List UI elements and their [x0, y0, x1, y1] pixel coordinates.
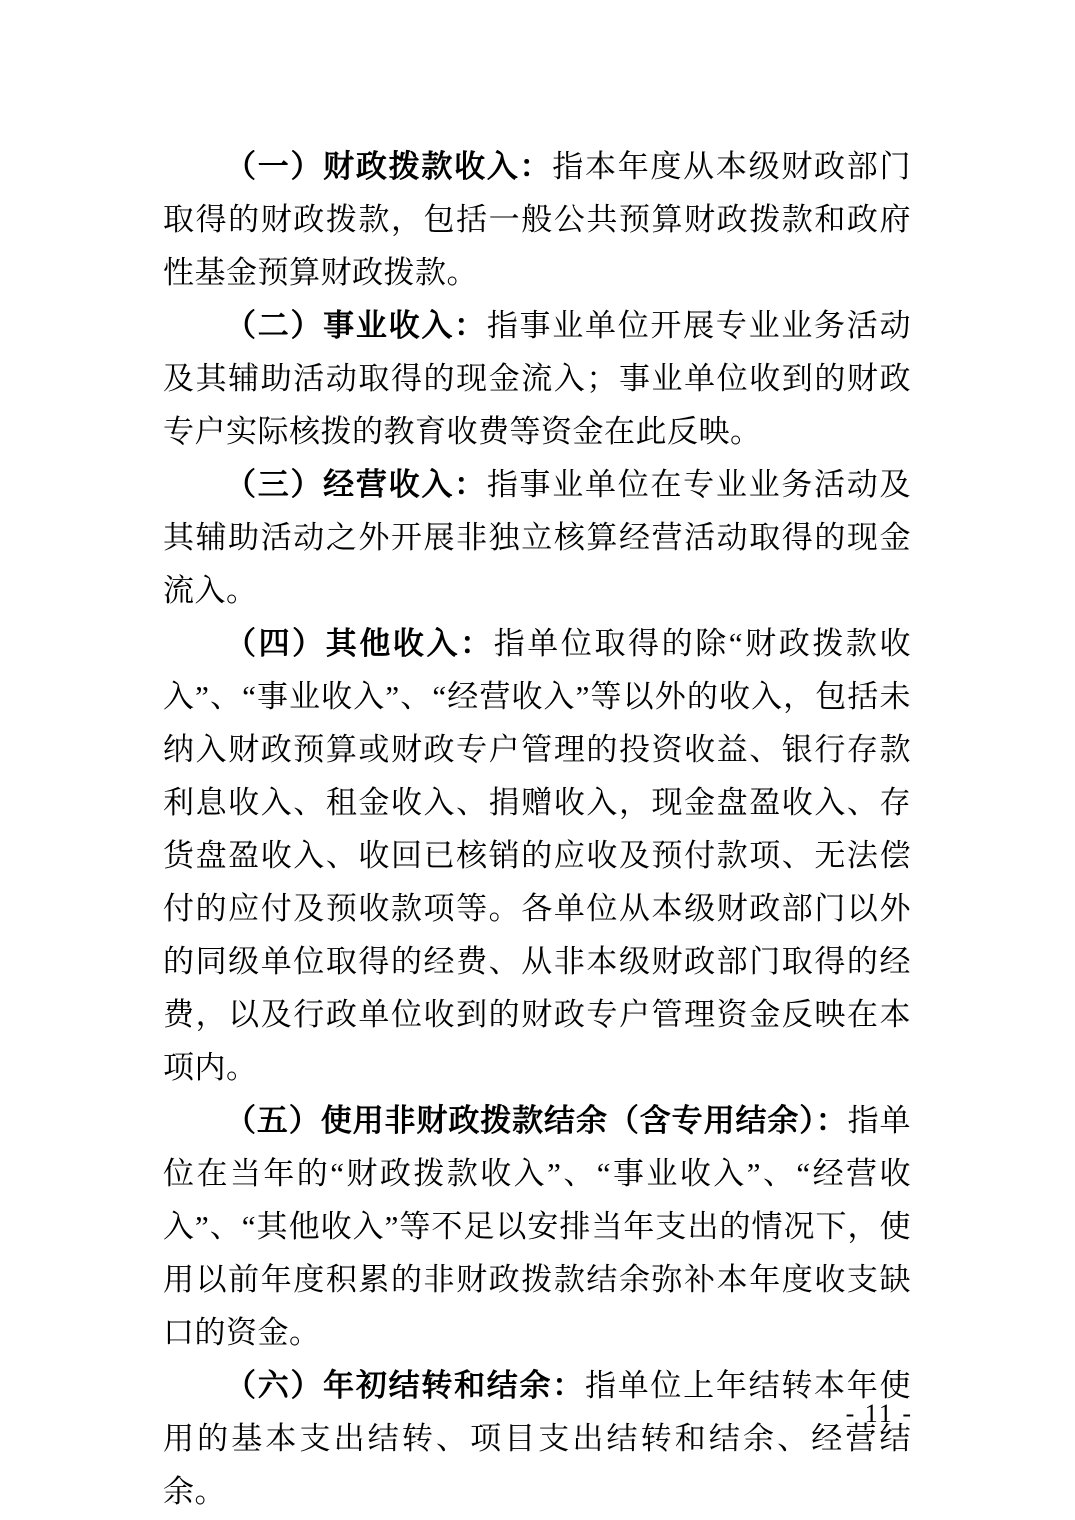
- paragraph-3-body: 指事业单位在专业业务活动及其辅助活动之外开展非独立核算经营活动取得的现金流入。: [163, 467, 912, 608]
- document-content: [163, 140, 911, 1518]
- paragraph-operating-revenue-public-institution: [163, 299, 911, 458]
- page-number: - 11 -: [845, 1399, 913, 1428]
- paragraph-1-heading: （一）财政拨款收入：: [225, 149, 553, 184]
- paragraph-3-heading: （三）经营收入：: [225, 467, 487, 502]
- paragraph-1-body: 指本年度从本级财政部门取得的财政拨款，包括一般公共预算财政拨款和政府性基金预算财政拨款。: [163, 149, 911, 290]
- paragraph-other-income: [163, 617, 911, 1094]
- paragraph-6-heading: （六）年初结转和结余：: [225, 1368, 585, 1403]
- paragraph-beginning-year-carryover: [163, 1359, 911, 1518]
- paragraph-5-body: 指单位在当年的“财政拨款收入”、“事业收入”、“经营收入”、“其他收入”等不足以安排当年支出的情况下，使用以前年度积累的非财政拨款结余弥补本年度收支缺口的资金。: [163, 1103, 911, 1350]
- paragraph-4-heading: （四）其他收入：: [225, 626, 494, 661]
- paragraph-4-body: 指单位取得的除“财政拨款收入”、“事业收入”、“经营收入”等以外的收入，包括未纳入财政预算或财政专户管理的投资收益、银行存款利息收入、租金收入、捐赠收入，现金盘盈收入、存货盘盈收入、收回已核销的应收及预付款项、无法偿付的应付及预收款项等。各单位从本级财政部门以外的同级单位取得的经费、从非本级财政部门取得的经费，以及行政单位收到的财政专户管理资金反映在本项内。: [163, 626, 912, 1085]
- paragraph-5-heading: （五）使用非财政拨款结余（含专用结余）：: [225, 1103, 848, 1138]
- paragraph-business-income: [163, 458, 911, 617]
- paragraph-non-fiscal-appropriation-surplus: [163, 1094, 911, 1359]
- paragraph-6-body: 指单位上年结转本年使用的基本支出结转、项目支出结转和结余、经营结余。: [163, 1368, 912, 1509]
- paragraph-fiscal-appropriation-income: [163, 140, 911, 299]
- paragraph-2-heading: （二）事业收入：: [225, 308, 487, 343]
- paragraph-2-body: 指事业单位开展专业业务活动及其辅助活动取得的现金流入；事业单位收到的财政专户实际核拨的教育收费等资金在此反映。: [163, 308, 912, 449]
